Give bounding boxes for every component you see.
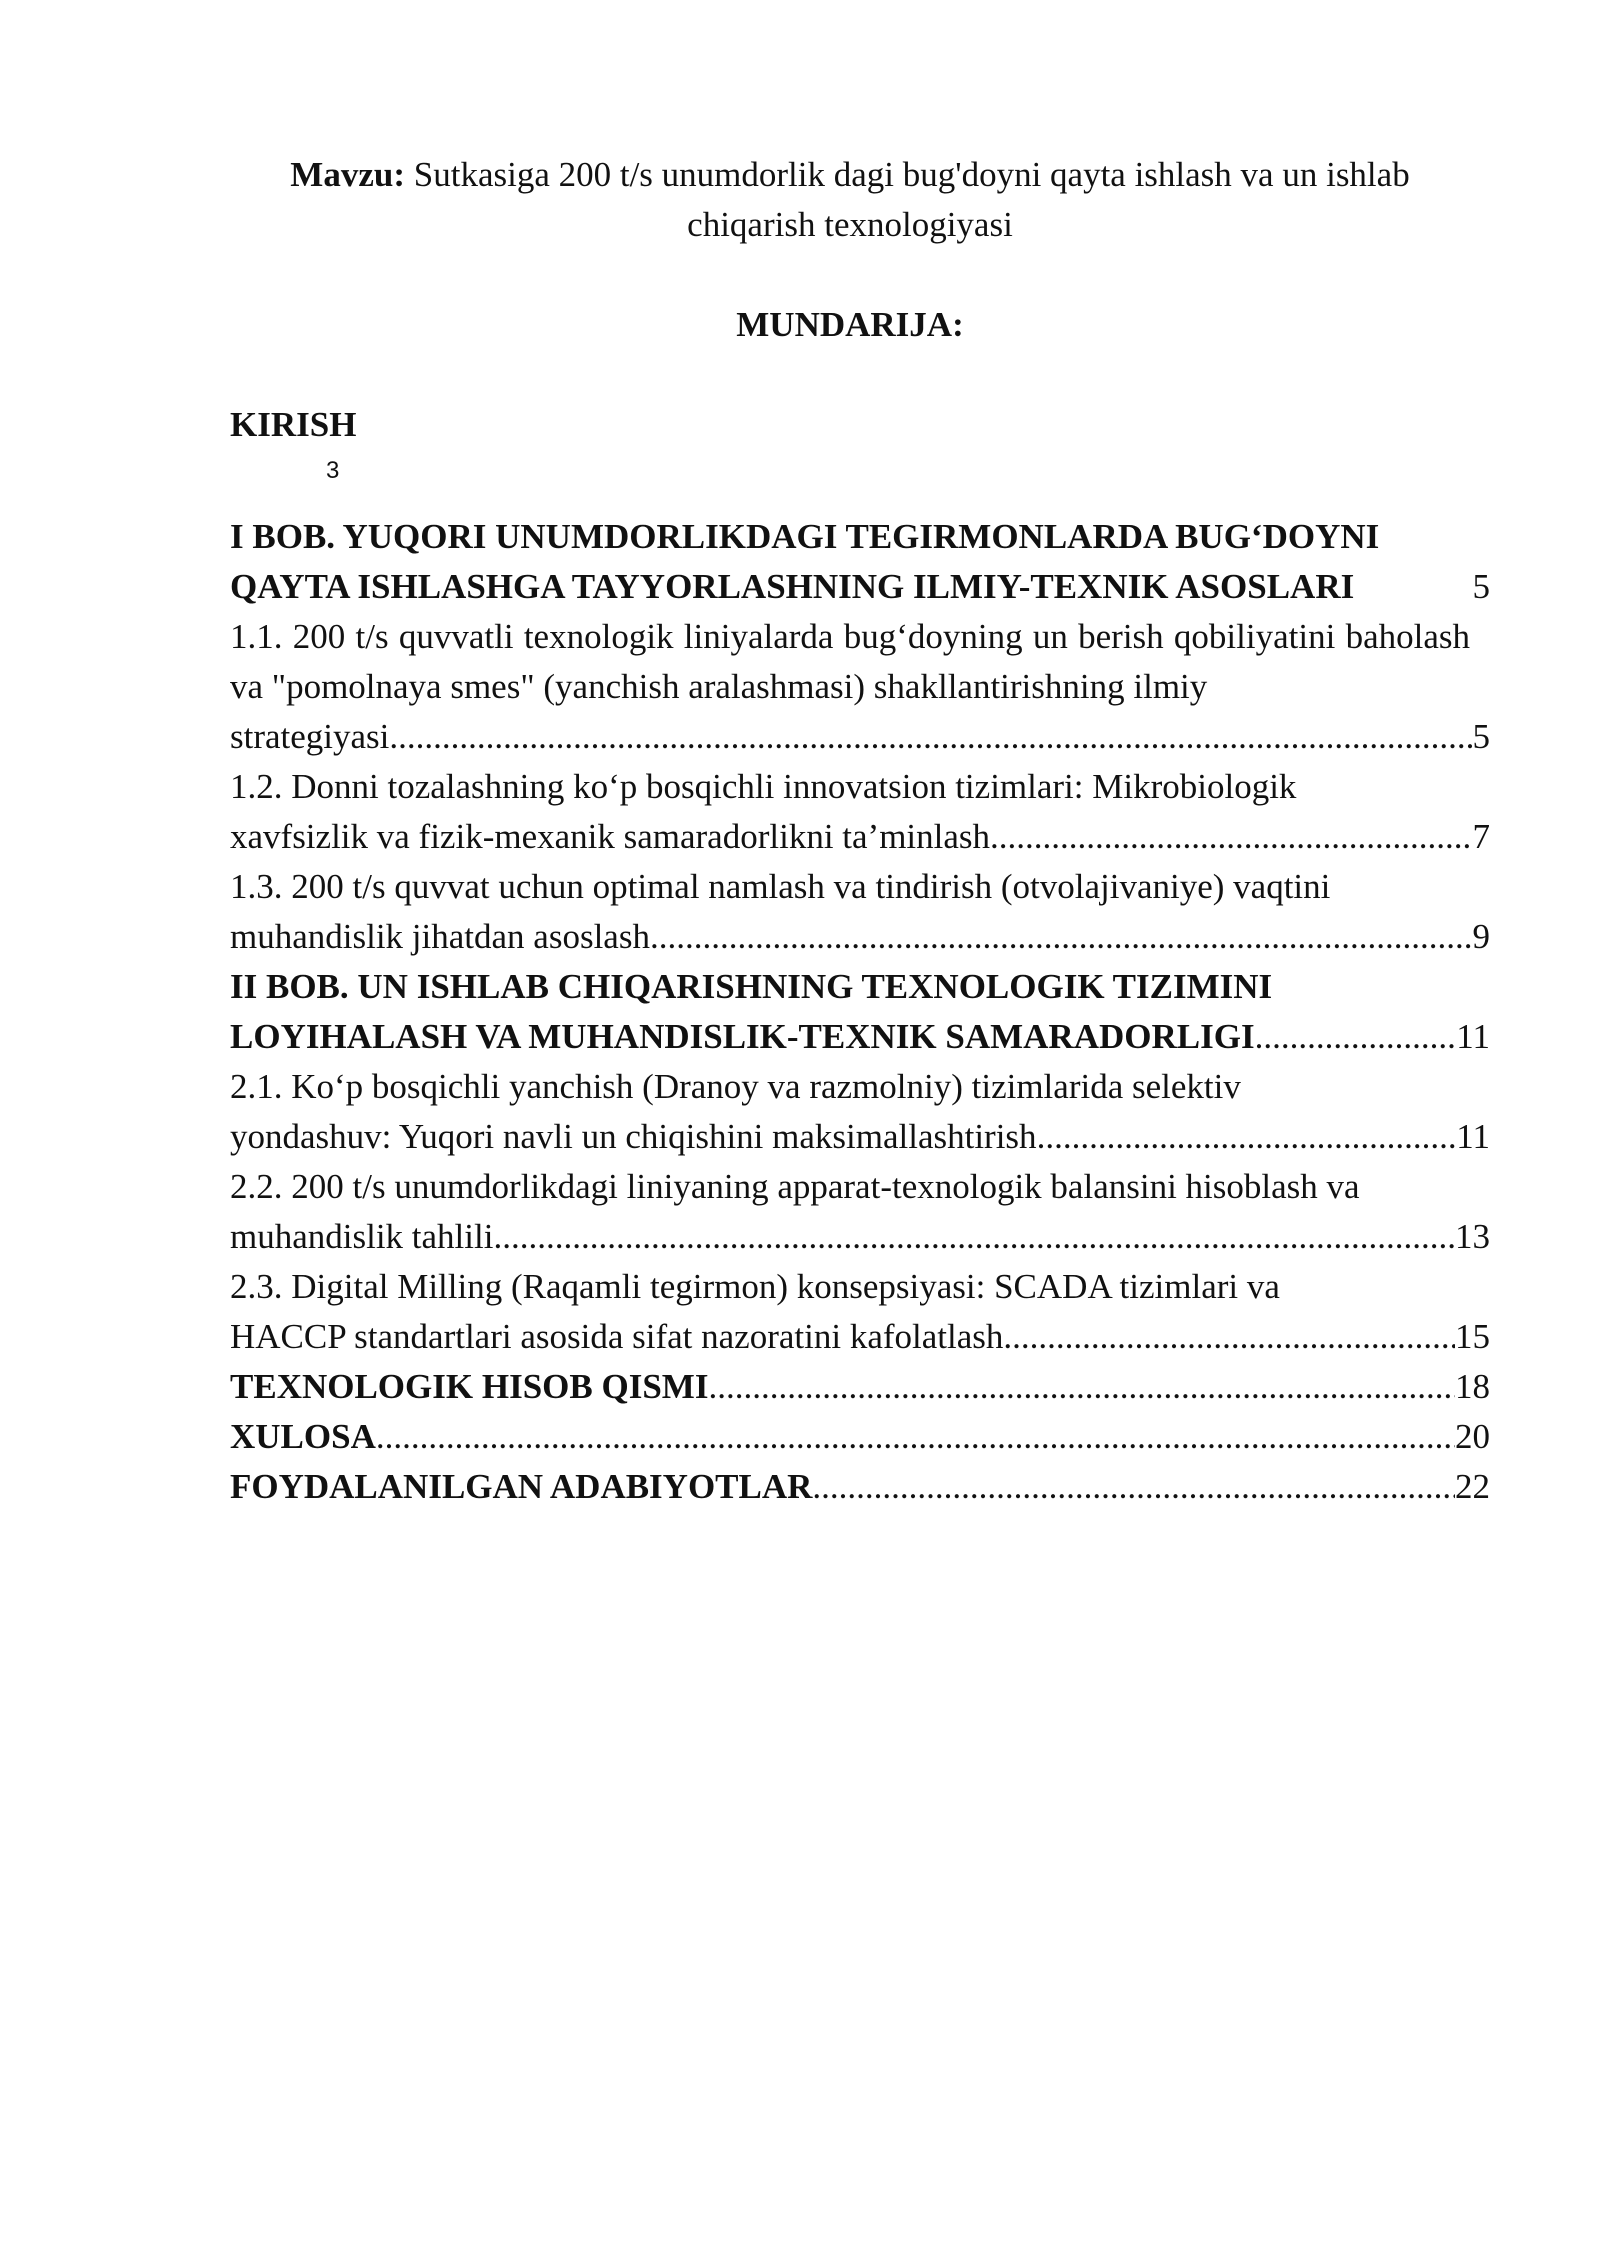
toc-entry — [230, 1362, 1490, 1412]
toc-entry-text: 2.1. Ko‘p bosqichli yanchish (Dranoy va razmolniy) tizimlarida selektiv — [230, 1067, 1241, 1106]
toc-entry-title: muhandislik tahlili — [230, 1217, 494, 1256]
dot-leader — [493, 1212, 1455, 1262]
toc-entry-title: yondashuv: Yuqori navli un chiqishini maksimallashtirish — [230, 1117, 1037, 1156]
toc-entry-lastline — [230, 1362, 1490, 1412]
toc-entry-text: 2.2. 200 t/s unumdorlikdagi liniyaning apparat-texnologik balansini hisoblash va — [230, 1167, 1360, 1206]
table-of-contents — [230, 512, 1490, 1512]
toc-entry-lastline — [230, 1012, 1490, 1062]
toc-entry-title: QAYTA ISHLASHGA TAYYORLASHNING ILMIY-TEXNIK ASOSLARI — [230, 567, 1355, 606]
toc-entry-lastline — [230, 1312, 1490, 1362]
toc-entry-lastline — [230, 1412, 1490, 1462]
toc-entry-page-number: 11 — [1456, 1017, 1490, 1056]
dot-leader — [1037, 1112, 1457, 1162]
dot-leader — [376, 1412, 1455, 1462]
topic-label: Mavzu: — [290, 155, 405, 194]
toc-entry-page-number: 15 — [1455, 1317, 1490, 1356]
toc-entry — [230, 1262, 1490, 1362]
dot-leader — [650, 912, 1473, 962]
toc-entry-lastline — [230, 1112, 1490, 1162]
toc-entry — [230, 862, 1490, 962]
toc-entry-title: XULOSA — [230, 1417, 376, 1456]
toc-entry-title: muhandislik jihatdan asoslash — [230, 917, 650, 956]
toc-entry-text: 2.3. Digital Milling (Raqamli tegirmon) konsepsiyasi: SCADA tizimlari va — [230, 1267, 1280, 1306]
toc-entry-page-number: 9 — [1472, 917, 1490, 956]
toc-entry-page-number: 20 — [1455, 1417, 1490, 1456]
toc-entry-kirish: KIRISH — [230, 405, 357, 444]
dot-leader — [708, 1362, 1455, 1412]
toc-entry-text: 1.3. 200 t/s quvvat uchun optimal namlash va tindirish (otvolajivaniye) vaqtini — [230, 867, 1331, 906]
toc-entry — [230, 612, 1490, 762]
toc-entry-title: xavfsizlik va fizik-mexanik samaradorlikni ta’minlash — [230, 817, 991, 856]
toc-entry-title: TEXNOLOGIK HISOB QISMI — [230, 1367, 709, 1406]
toc-entry — [230, 1412, 1490, 1462]
toc-entry-title: FOYDALANILGAN ADABIYOTLAR — [230, 1467, 813, 1506]
toc-entry — [230, 1062, 1490, 1162]
dot-leader — [1003, 1312, 1455, 1362]
toc-entry — [230, 1462, 1490, 1512]
toc-entry-text: I BOB. YUQORI UNUMDORLIKDAGI TEGIRMONLARDA BUG‘DOYNI — [230, 517, 1380, 556]
toc-entry-page-number: 7 — [1472, 817, 1490, 856]
toc-entry-title: strategiyasi — [230, 717, 390, 756]
dot-leader — [990, 812, 1472, 862]
toc-entry — [230, 1162, 1490, 1262]
toc-entry-page-number: 13 — [1455, 1217, 1490, 1256]
toc-entry-page-number: 11 — [1456, 1117, 1490, 1156]
dot-leader — [1255, 1012, 1457, 1062]
toc-entry — [230, 962, 1490, 1062]
dot-leader — [389, 712, 1472, 762]
toc-entry-lastline — [230, 712, 1490, 762]
toc-entry-lastline — [230, 562, 1490, 612]
toc-entry — [230, 512, 1490, 612]
toc-heading: MUNDARIJA: — [736, 305, 964, 344]
toc-entry-text: 1.2. Donni tozalashning ko‘p bosqichli innovatsion tizimlari: Mikrobiologik — [230, 767, 1297, 806]
toc-entry-page-number: 5 — [1472, 717, 1490, 756]
toc-entry-text: 1.1. 200 t/s quvvatli texnologik liniyalarda bug‘doyning un berish qobiliyatini baholash va "pomolnaya smes" (yanchish aralashmasi) shakllantirishning ilmiy — [230, 617, 1470, 706]
toc-entry-kirish-page: 3 — [326, 457, 340, 484]
topic-line — [230, 150, 1470, 250]
toc-entry-page-number: 5 — [1472, 567, 1490, 606]
toc-entry-page-number: 22 — [1455, 1467, 1490, 1506]
toc-entry-lastline — [230, 1212, 1490, 1262]
toc-entry-title: LOYIHALASH VA MUHANDISLIK-TEXNIK SAMARADORLIGI — [230, 1017, 1255, 1056]
toc-entry-lastline — [230, 912, 1490, 962]
toc-entry-title: HACCP standartlari asosida sifat nazoratini kafolatlash — [230, 1317, 1004, 1356]
toc-entry-lastline — [230, 1462, 1490, 1512]
toc-entry-lastline — [230, 812, 1490, 862]
toc-entry — [230, 762, 1490, 862]
toc-entry-page-number: 18 — [1455, 1367, 1490, 1406]
toc-entry-text: II BOB. UN ISHLAB CHIQARISHNING TEXNOLOGIK TIZIMINI — [230, 967, 1273, 1006]
dot-leader — [812, 1462, 1455, 1512]
topic-text: Sutkasiga 200 t/s unumdorlik dagi bug'doyni qayta ishlash va un ishlab chiqarish texnologiyasi — [413, 155, 1410, 244]
